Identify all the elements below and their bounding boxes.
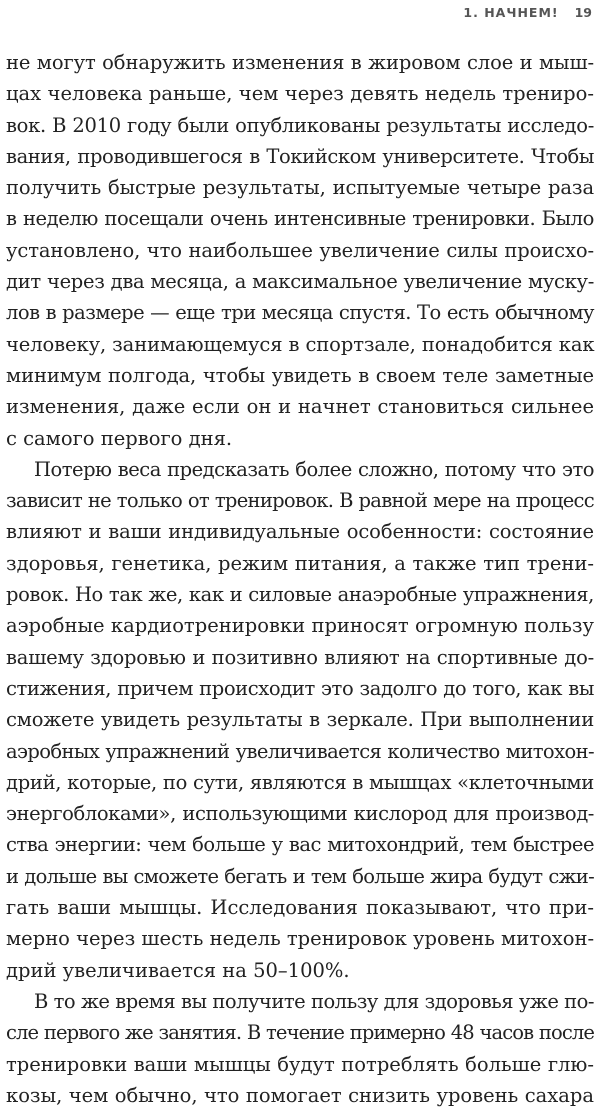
text-line: установлено, что наибольшее увеличение силы происхо- <box>6 238 594 262</box>
text-line: стижения, причем происходит это задолго до того, как вы <box>6 676 594 700</box>
text-line: ства энергии: чем больше у вас митохондрий, тем быстрее <box>6 833 594 857</box>
text-line: не могут обнаружить изменения в жировом слое и мыш- <box>6 51 594 74</box>
text-line: энергоблоками», использующими кислород для производ- <box>6 802 594 826</box>
text-line: аэробные кардиотренировки приносят огромную пользу <box>6 614 594 638</box>
body-text <box>6 47 594 1111</box>
text-line: ровок. Но так же, как и силовые анаэробные упражнения, <box>6 583 594 607</box>
text-line-paragraph-start: В то же время вы получите пользу для здоровья уже по- <box>34 989 594 1013</box>
text-line: сможете увидеть результаты в зеркале. При выполнении <box>6 708 594 732</box>
text-line-paragraph-end: дрий увеличивается на 50–100%. <box>6 958 350 982</box>
text-line: и дольше вы сможете бегать и тем больше жира будут сжи- <box>6 864 594 888</box>
text-line: минимум полгода, чтобы увидеть в своем теле заметные <box>6 363 594 387</box>
text-line: цах человека раньше, чем через девять недель трениро- <box>6 82 594 106</box>
text-line: гать ваши мышцы. Исследования показывают, что при- <box>6 896 594 920</box>
text-line: человеку, занимающемуся в спортзале, понадобится как <box>6 332 595 356</box>
chapter-title: 1. НАЧНЕМ! <box>463 4 559 20</box>
text-line: дит через два месяца, а максимальное увеличение муску- <box>6 270 594 294</box>
text-line: зависит не только от тренировок. В равной мере на процесс <box>6 489 594 513</box>
text-line: вания, проводившегося в Токийском университете. Чтобы <box>6 144 594 168</box>
text-line: мерно через шесть недель тренировок уровень митохон- <box>6 927 595 951</box>
text-line: в неделю посещали очень интенсивные тренировки. Было <box>6 207 594 231</box>
text-line: дрий, которые, по сути, являются в мышцах «клеточными <box>6 770 594 794</box>
text-line: здоровья, генетика, режим питания, а также тип трени- <box>6 551 594 575</box>
text-line: вок. В 2010 году были опубликованы результаты исследо- <box>6 113 594 137</box>
text-line: тренировки ваши мышцы будут потреблять больше глю- <box>6 1052 594 1076</box>
text-line: изменения, даже если он и начнет становиться сильнее <box>6 395 594 419</box>
text-line: влияют и ваши индивидуальные особенности: состояние <box>6 520 594 544</box>
running-head <box>463 2 592 22</box>
text-line: вашему здоровью и позитивно влияют на спортивные до- <box>6 645 594 669</box>
text-line: козы, чем обычно, что помогает снизить уровень сахара <box>6 1083 594 1107</box>
text-line-paragraph-start: Потерю веса предсказать более сложно, потому что это <box>34 457 594 481</box>
text-line: аэробных упражнений увеличивается количество митохон- <box>6 739 594 763</box>
text-line-paragraph-end: с самого первого дня. <box>6 426 233 450</box>
text-line: сле первого же занятия. В течение примерно 48 часов после <box>6 1021 594 1045</box>
page-number: 19 <box>574 4 592 20</box>
text-line: получить быстрые результаты, испытуемые четыре раза <box>6 176 594 200</box>
text-line: лов в размере — еще три месяца спустя. То есть обычному <box>6 301 594 325</box>
